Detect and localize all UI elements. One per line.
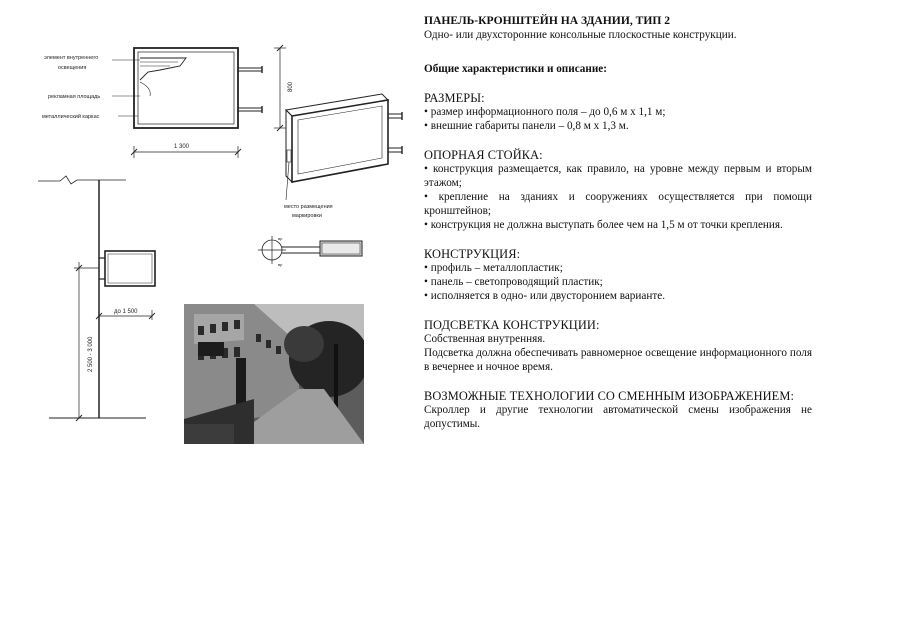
section-heading: РАЗМЕРЫ: (424, 91, 485, 105)
page-subtitle: Одно- или двухсторонние консольные плоскостные конструкции. (424, 29, 737, 41)
list-item: • конструкция не должна выступать более чем на 1,5 м от точки крепления. (424, 218, 812, 232)
section-tech (424, 389, 812, 431)
list-item: • профиль – металлопластик; (424, 261, 812, 275)
paragraph: Подсветка должна обеспечивать равномерное освещение информационного поля в вечернее и ночное время. (424, 347, 812, 373)
list-item: • конструкция размещается, как правило, на уровне между первым и вторым этажом; (424, 162, 812, 190)
paragraph: Скроллер и другие технологии автоматической смены изображения не допустимы. (424, 404, 812, 430)
label-marking-1: место размещения (284, 204, 333, 210)
svg-text:вр: вр (278, 262, 283, 267)
section-sizes (424, 91, 812, 133)
panel-top-view (258, 236, 362, 267)
list-item: • панель – светопроводящий пластик; (424, 275, 812, 289)
section-heading: КОНСТРУКЦИЯ: (424, 247, 521, 261)
section-support (424, 148, 812, 232)
page-title: ПАНЕЛЬ-КРОНШТЕЙН НА ЗДАНИИ, ТИП 2 (424, 14, 671, 27)
height-dimension: 800 (288, 81, 294, 92)
panel-perspective-view (286, 94, 402, 200)
label-ad-area: рекламная площадь (48, 94, 101, 100)
label-inner-light-1: элемент внутреннего (44, 55, 99, 61)
panel-front-view (112, 45, 286, 158)
general-heading: Общие характеристики и описание: (424, 63, 607, 75)
street-photo (184, 304, 364, 444)
side-elevation-view (38, 176, 155, 421)
paragraph: Собственная внутренняя. (424, 333, 546, 345)
section-construction (424, 247, 812, 303)
offset-dimension: до 1 500 (114, 309, 138, 315)
section-heading: ОПОРНАЯ СТОЙКА: (424, 148, 543, 162)
section-heading: ВОЗМОЖНЫЕ ТЕХНОЛОГИИ СО СМЕННЫМ ИЗОБРАЖЕНИЕМ: (424, 389, 795, 403)
label-metal-frame: металлический каркас (42, 114, 100, 120)
svg-text:вр: вр (278, 236, 283, 241)
mount-height-dimension: 2 500 - 3 000 (88, 336, 94, 372)
label-inner-light-2: освещения (58, 65, 87, 71)
list-item: • внешние габариты панели – 0,8 м х 1,3 м. (424, 119, 812, 133)
width-dimension: 1 300 (174, 144, 190, 150)
description-column (424, 14, 812, 431)
label-marking-2: маркировки (292, 213, 322, 219)
section-heading: ПОДСВЕТКА КОНСТРУКЦИИ: (424, 318, 600, 332)
list-item: • размер информационного поля – до 0,6 м х 1,1 м; (424, 105, 812, 119)
section-lighting (424, 318, 812, 374)
list-item: • крепление на зданиях и сооружениях осуществляется при помощи кронштейнов; (424, 190, 812, 218)
list-item: • исполняется в одно- или двусторонием варианте. (424, 289, 812, 303)
